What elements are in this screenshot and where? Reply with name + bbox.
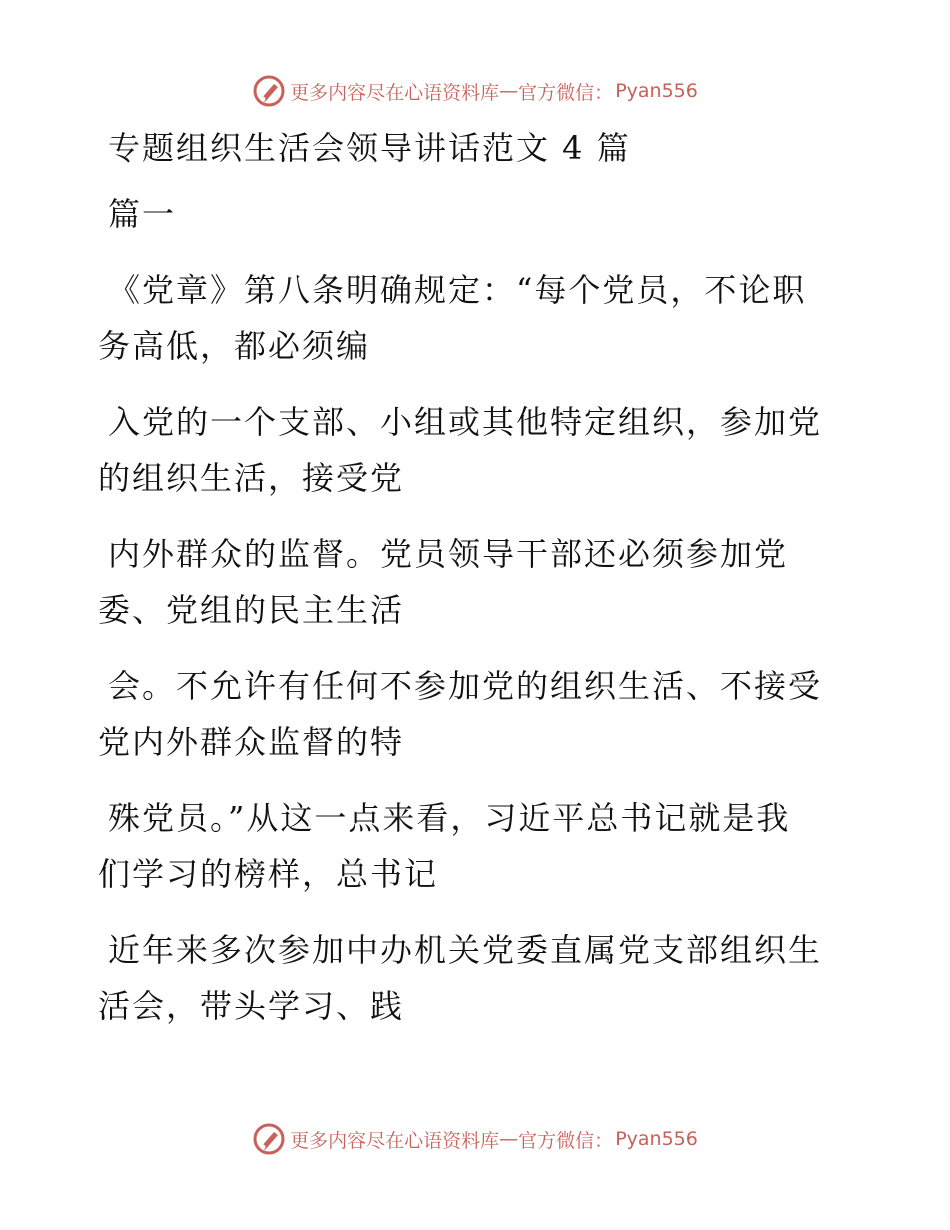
text-line: 入党的一个支部、小组或其他特定组织，参加党: [108, 403, 823, 441]
section-heading: 篇一: [108, 195, 177, 233]
text-line: 会。不允许有任何不参加党的组织生活、不接受: [108, 667, 823, 705]
text-line: 委、党组的民主生活: [98, 591, 405, 629]
banner-wechat-id: Pyan556: [615, 1128, 698, 1150]
paragraph-block: [98, 526, 838, 638]
paragraph-block: [98, 922, 838, 1034]
paragraph-block: [98, 658, 838, 770]
footer-banner: [0, 1119, 950, 1159]
paragraph-block: [98, 262, 838, 374]
banner-main-text: 更多内容尽在心语资料库: [290, 1129, 500, 1152]
header-banner: [0, 71, 950, 111]
pen-logo-icon: [252, 1122, 286, 1156]
document-body: [98, 120, 838, 1054]
text-line: 务高低，都必须编: [98, 327, 371, 365]
text-line: 们学习的榜样，总书记: [98, 855, 439, 893]
banner-sub-text: 官方微信：: [518, 81, 614, 104]
paragraph-block: [98, 394, 838, 506]
banner-dash: —: [499, 1128, 519, 1150]
banner-wechat-id: Pyan556: [615, 80, 698, 102]
text-line: 的组织生活，接受党: [98, 459, 405, 497]
text-line: 殊党员。”从这一点来看，习近平总书记就是我: [108, 799, 791, 837]
banner-dash: —: [499, 80, 519, 102]
banner-sub-text: 官方微信：: [518, 1129, 614, 1152]
text-line: 内外群众的监督。党员领导干部还必须参加党: [108, 535, 789, 573]
text-line: 近年来多次参加中办机关党委直属党支部组织生: [108, 931, 823, 969]
paragraph-block: [98, 790, 838, 902]
pen-logo-icon: [252, 74, 286, 108]
document-title: 专题组织生活会领导讲话范文 4 篇: [108, 129, 631, 167]
text-line: 活会，带头学习、践: [98, 987, 405, 1025]
banner-main-text: 更多内容尽在心语资料库: [290, 81, 500, 104]
text-line: 党内外群众监督的特: [98, 723, 405, 761]
text-line: 《党章》第八条明确规定：“每个党员，不论职: [108, 271, 807, 309]
